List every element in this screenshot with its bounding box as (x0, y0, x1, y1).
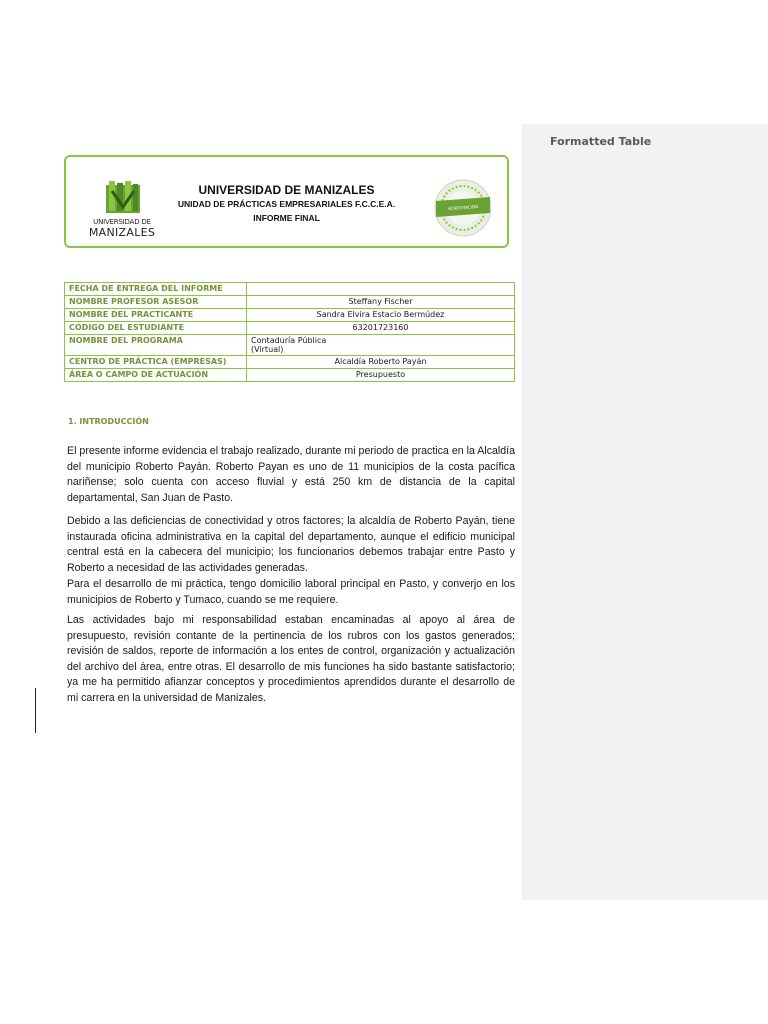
table-value: Presupuesto (247, 369, 515, 382)
table-label: FECHA DE ENTREGA DEL INFORME (65, 283, 247, 296)
comment-pane (522, 124, 768, 900)
svg-text:ACREDITACIÓN: ACREDITACIÓN (447, 203, 479, 212)
program-modality: (Virtual) (251, 345, 284, 354)
paragraph: Las actividades bajo mi responsabilidad estaban encaminadas al apoyo al área de presupuesto, revisión contante de la pertinencia de los rubros con los gastos generados; revisión de saldos, reporte de información a los entes de control, organización y actualización del archivo del área, entre otras. El desarrollo de mis funciones ha sido bastante satisfactorio; ya me ha permitido afianzar conceptos y procedimientos aprendidos durante el desarrollo de mi carrera en la universidad de Manizales. (67, 614, 515, 704)
section-heading: 1. INTRODUCCIÓN (68, 417, 149, 426)
paragraph: Debido a las deficiencias de conectividad y otros factores; la alcaldía de Roberto Payán, tiene instaurada oficina administrativa en la capital del departamento, aunque el edificio municipal central está en la cabecera del municipio; los funcionarios debemos trabajar entre Pasto y Roberto a necesidad de las actividades generadas. (67, 515, 515, 574)
table-value: Steffany Fischer (247, 296, 515, 309)
table-row (65, 335, 515, 356)
header-title: UNIVERSIDAD DE MANIZALES (198, 183, 375, 197)
program-name: Contaduría Pública (251, 336, 327, 345)
document-header (64, 155, 509, 248)
table-label: NOMBRE DEL PROGRAMA (65, 335, 247, 356)
text-cursor (35, 688, 36, 733)
header-report-type: INFORME FINAL (253, 213, 320, 223)
table-row (65, 296, 515, 309)
table-value: Sandra Elvira Estacio Bermúdez (247, 309, 515, 322)
table-label: CENTRO DE PRÁCTICA (EMPRESAS) (65, 356, 247, 369)
table-value: 63201723160 (247, 322, 515, 335)
table-value: Alcaldía Roberto Payán (247, 356, 515, 369)
table-row (65, 356, 515, 369)
table-value (247, 335, 515, 356)
table-label: ÁREA O CAMPO DE ACTUACIÓN (65, 369, 247, 382)
table-row (65, 322, 515, 335)
logo-text-line1: UNIVERSIDAD DE (93, 218, 151, 226)
table-label: NOMBRE DEL PRACTICANTE (65, 309, 247, 322)
table-label: NOMBRE PROFESOR ASESOR (65, 296, 247, 309)
paragraph: El presente informe evidencia el trabajo realizado, durante mi periodo de practica en la Alcaldía del municipio Roberto Payán. Roberto Payan es uno de 11 municipios de la costa pacífica nariñense; solo cuenta con acceso fluvial y está 250 km de distancia de la capital departamental, San Juan de Pasto. (67, 445, 515, 504)
table-row (65, 309, 515, 322)
student-info-table (64, 282, 515, 382)
table-value (247, 283, 515, 296)
accreditation-seal-icon (434, 179, 492, 237)
paragraph: Para el desarrollo de mi práctica, tengo domicilio laboral principal en Pasto, y converjo en los municipios de Roberto y Tumaco, cuando se me requiere. (67, 578, 515, 606)
table-label: CÓDIGO DEL ESTUDIANTE (65, 322, 247, 335)
header-subtitle: UNIDAD DE PRÁCTICAS EMPRESARIALES F.C.C.E.A. (177, 199, 396, 209)
comment-pane-label: Formatted Table (550, 135, 652, 148)
logo-text-line2: MANIZALES (88, 226, 156, 239)
table-row (65, 283, 515, 296)
table-row (65, 369, 515, 382)
